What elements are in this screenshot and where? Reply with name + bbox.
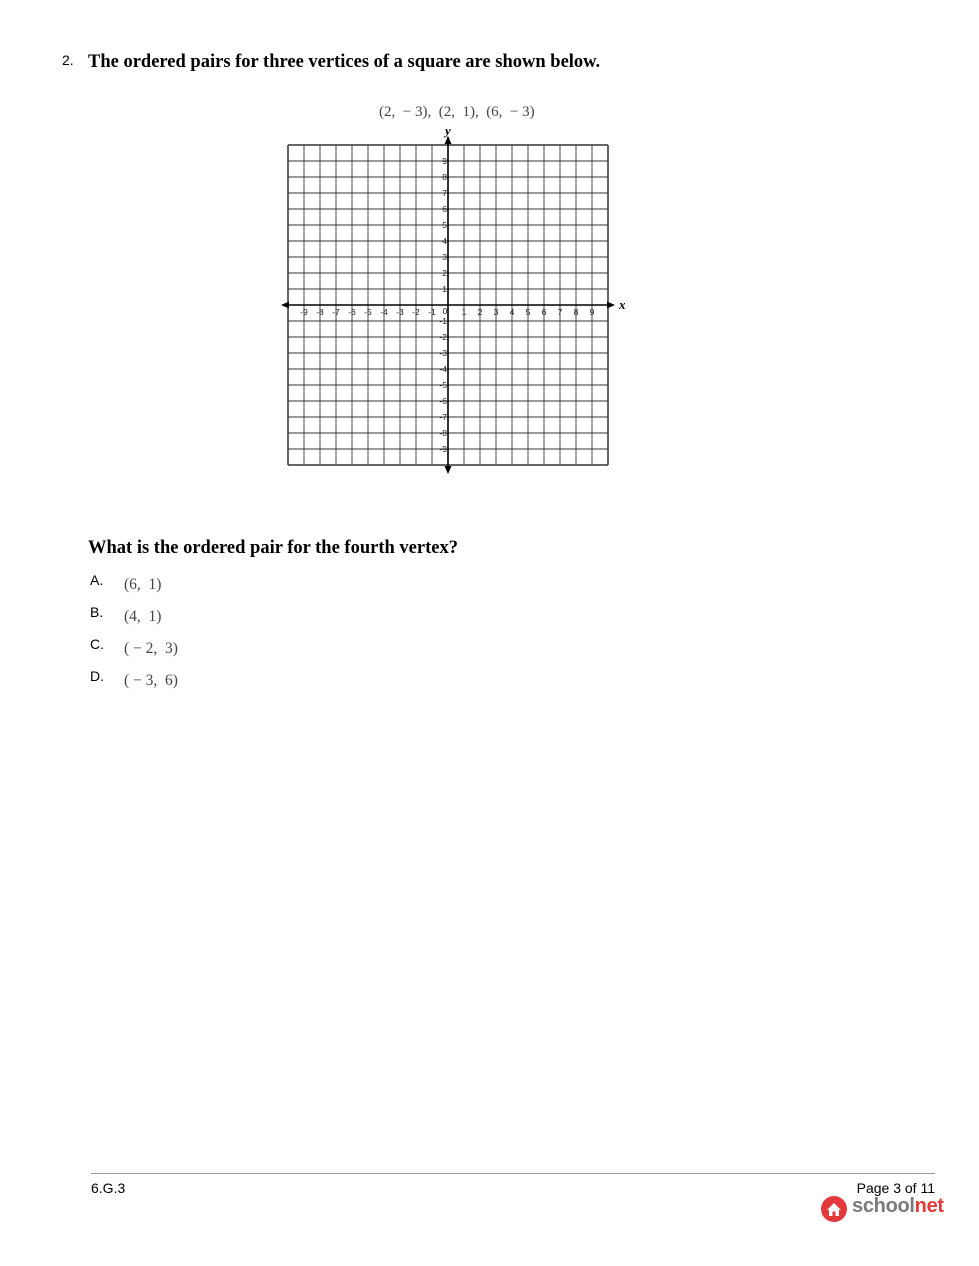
- y-tick-label: -5: [439, 380, 447, 390]
- x-tick-label: -2: [412, 307, 420, 317]
- choice-text: ( − 2, 3): [124, 640, 178, 657]
- coordinate-grid-svg: [282, 123, 626, 473]
- house-icon: [820, 1195, 848, 1223]
- choice-text: (6, 1): [124, 576, 162, 593]
- choice-letter: D.: [90, 668, 104, 684]
- x-tick-label: 6: [541, 307, 547, 317]
- y-tick-label: -6: [439, 396, 447, 406]
- y-tick-label: -8: [439, 428, 447, 438]
- x-tick-label: -7: [332, 307, 340, 317]
- coordinate-grid: [282, 123, 626, 473]
- x-tick-label: -8: [316, 307, 324, 317]
- x-tick-label: 7: [557, 307, 563, 317]
- origin-label: 0: [442, 306, 448, 316]
- x-axis-label: x: [619, 297, 626, 312]
- x-tick-label: -3: [396, 307, 404, 317]
- x-tick-label: 1: [461, 307, 467, 317]
- y-tick-label: 6: [442, 204, 447, 214]
- followup-question: What is the ordered pair for the fourth vertex?: [88, 538, 458, 558]
- x-tick-label: -5: [364, 307, 372, 317]
- y-tick-label: 8: [442, 172, 447, 182]
- y-tick-label: 7: [442, 188, 447, 198]
- y-tick-label: -7: [439, 412, 447, 422]
- schoolnet-logo: [820, 1194, 944, 1224]
- question-text: The ordered pairs for three vertices of a square are shown below.: [88, 52, 601, 72]
- x-tick-label: -6: [348, 307, 356, 317]
- y-tick-label: 9: [442, 156, 447, 166]
- choice-letter: A.: [90, 572, 104, 588]
- x-tick-label: -1: [428, 307, 436, 317]
- x-tick-label: -9: [300, 307, 308, 317]
- ordered-pairs: (2, − 3), (2, 1), (6, − 3): [379, 104, 535, 120]
- x-tick-label: 3: [493, 307, 499, 317]
- choice-letter: C.: [90, 636, 104, 652]
- y-axis-label: y: [445, 123, 451, 138]
- choice-text: ( − 3, 6): [124, 672, 178, 689]
- x-tick-label: 8: [573, 307, 579, 317]
- y-axis-arrow-down: [445, 466, 452, 474]
- y-tick-label: 2: [442, 268, 447, 278]
- x-axis-arrow-left: [281, 302, 289, 309]
- y-tick-label: 4: [442, 236, 447, 246]
- choice-text: (4, 1): [124, 608, 162, 625]
- y-tick-label: -9: [439, 444, 447, 454]
- choice-letter: B.: [90, 604, 104, 620]
- y-tick-label: 5: [442, 220, 447, 230]
- x-tick-label: 2: [477, 307, 483, 317]
- x-tick-label: 4: [509, 307, 515, 317]
- y-tick-label: -2: [439, 332, 447, 342]
- logo-school: school: [852, 1195, 915, 1217]
- x-axis-arrow-right: [607, 302, 615, 309]
- x-tick-label: 5: [525, 307, 531, 317]
- y-tick-label: 3: [442, 252, 447, 262]
- y-tick-label: 1: [442, 284, 447, 294]
- footer-page-number: Page 3 of 11: [856, 1180, 935, 1196]
- x-tick-label: -4: [380, 307, 388, 317]
- logo-wordmark: [852, 1195, 944, 1218]
- footer-standard: 6.G.3: [91, 1180, 126, 1196]
- y-tick-label: -1: [439, 316, 447, 326]
- footer-divider: [91, 1173, 935, 1174]
- y-tick-label: -3: [439, 348, 447, 358]
- logo-net: net: [914, 1195, 944, 1217]
- question-number: 2.: [62, 52, 74, 68]
- y-tick-label: -4: [439, 364, 447, 374]
- x-tick-label: 9: [589, 307, 595, 317]
